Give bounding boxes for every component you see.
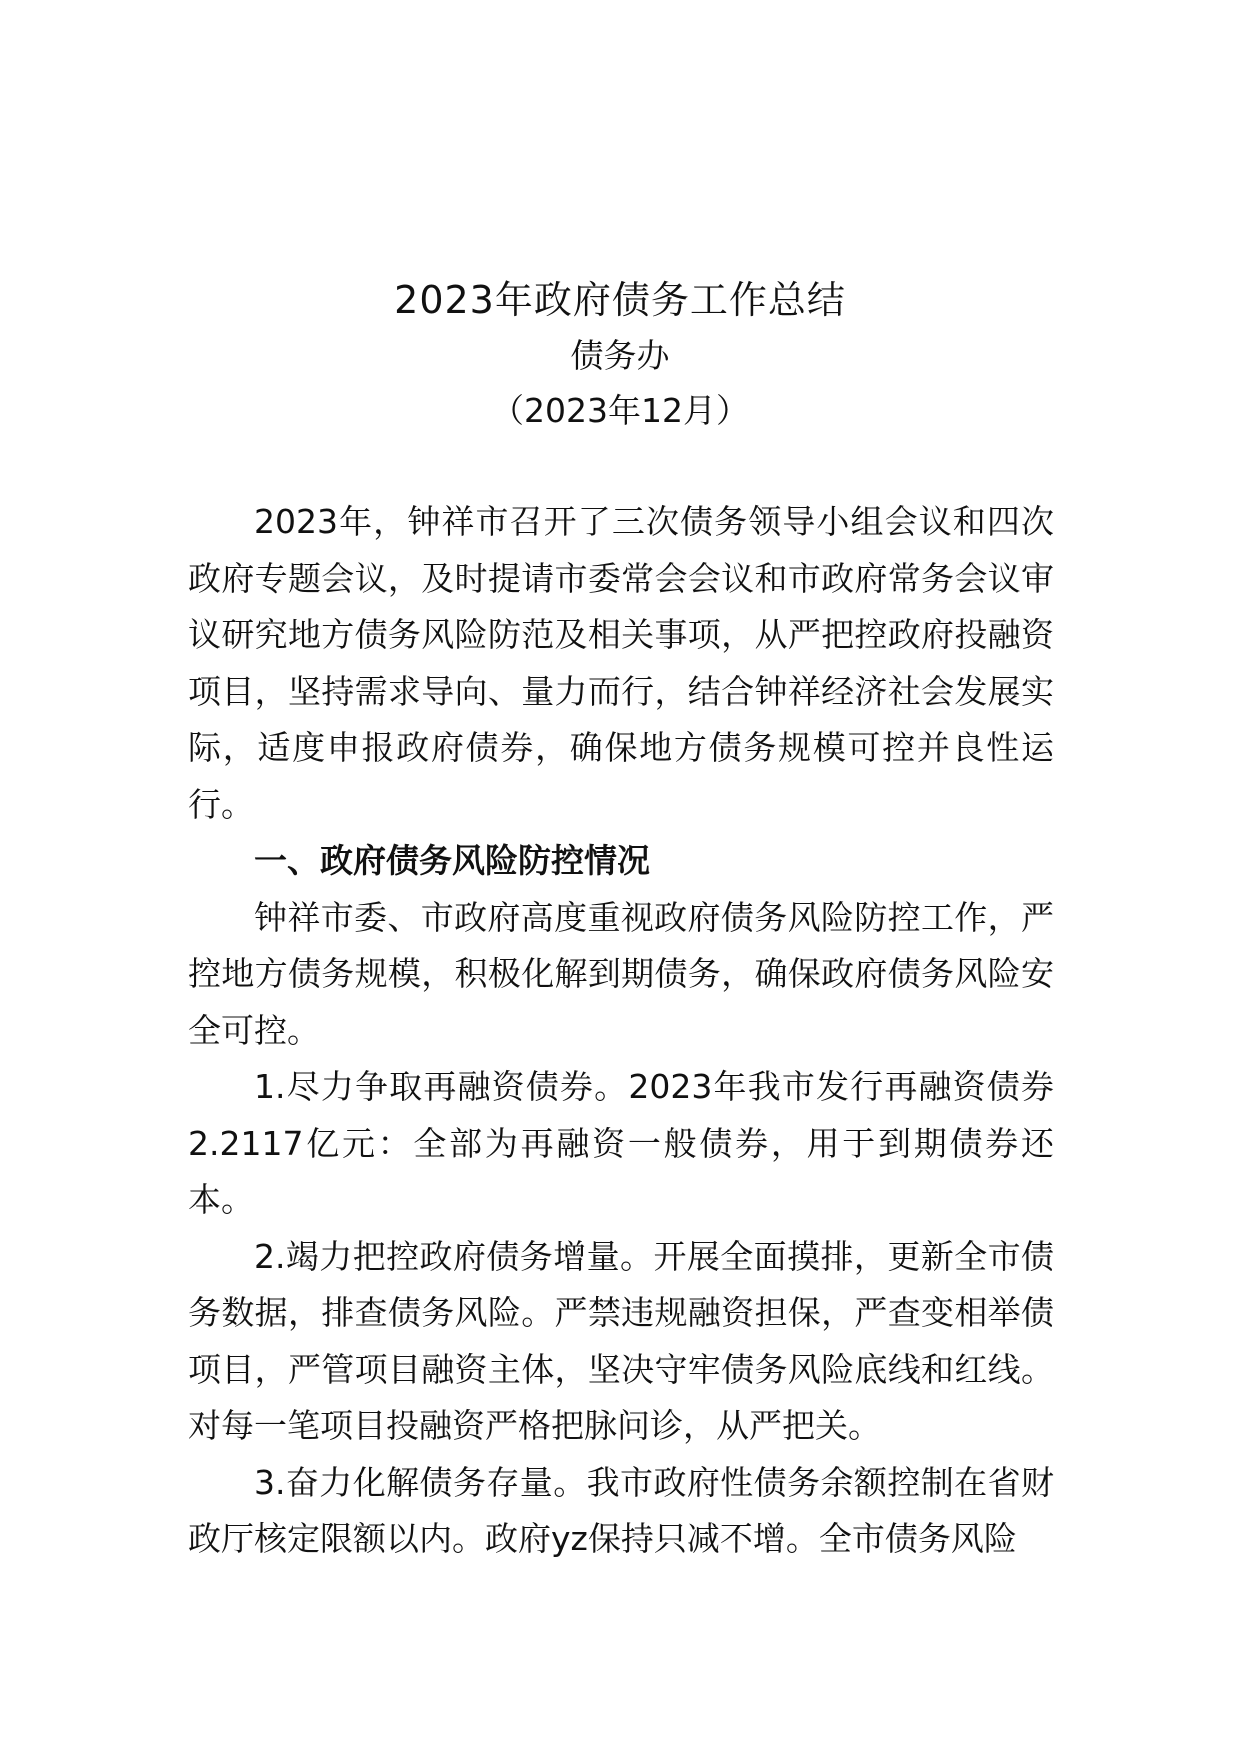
paragraph-intro: 2023年，钟祥市召开了三次债务领导小组会议和四次政府专题会议，及时提请市委常会会议和市政府常务会议审议研究地方债务风险防范及相关事项，从严把控政府投融资项目，坚持需求导向、量力而行，结合钟祥经济社会发展实际，适度申报政府债券，确保地方债务规模可控并良性运行。 [188,502,1054,824]
paragraph-item-1: 1.尽力争取再融资债券。2023年我市发行再融资债券2.2117亿元：全部为再融资一般债券，用于到期债券还本。 [188,1067,1054,1219]
paragraph-overview: 钟祥市委、市政府高度重视政府债务风险防控工作，严控地方债务规模，积极化解到期债务，确保政府债务风险安全可控。 [188,897,1054,1050]
issuing-office: 债务办 [570,336,670,375]
paragraph-item-2: 2.竭力把控政府债务增量。开展全面摸排，更新全市债务数据，排查债务风险。严禁违规融资担保，严查变相举债项目，严管项目融资主体，坚决守牢债务风险底线和红线。对每一笔项目投融资严格把脉问诊，从严把关。 [188,1236,1054,1445]
paragraph-item-3: 3.奋力化解债务存量。我市政府性债务余额控制在省财政厅核定限额以内。政府yz保持只减不增。全市债务风险 [188,1462,1054,1558]
document-date: （2023年12月） [491,391,749,430]
document-title: 2023年政府债务工作总结 [394,278,846,322]
section-heading: 一、政府债务风险防控情况 [254,841,650,880]
document-body [188,494,1054,1568]
